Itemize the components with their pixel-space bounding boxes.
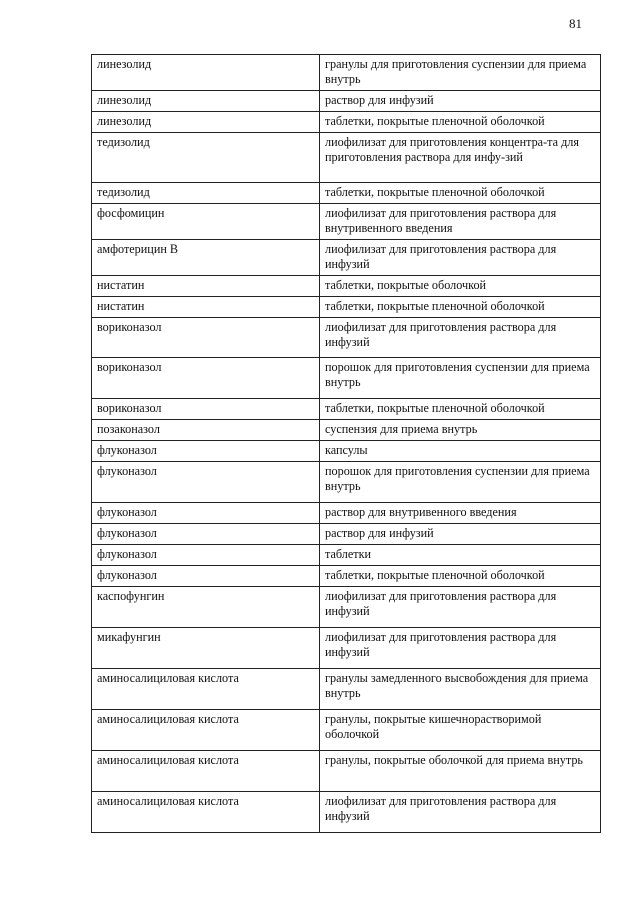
drug-name-cell: каспофунгин [92, 587, 320, 628]
drug-name-cell: флуконазол [92, 462, 320, 503]
drug-name-cell: флуконазол [92, 545, 320, 566]
dosage-form-cell: капсулы [320, 441, 601, 462]
drug-name-cell: нистатин [92, 297, 320, 318]
dosage-form-cell: лиофилизат для приготовления раствора для инфузий [320, 318, 601, 358]
drug-name-cell: линезолид [92, 55, 320, 91]
drug-name-cell: вориконазол [92, 399, 320, 420]
table-row [92, 566, 601, 587]
dosage-form-cell: раствор для инфузий [320, 91, 601, 112]
dosage-form-cell: гранулы, покрытые кишечнорастворимой оболочкой [320, 710, 601, 751]
dosage-form-cell: лиофилизат для приготовления раствора для инфузий [320, 587, 601, 628]
table-row [92, 318, 601, 358]
table-row [92, 112, 601, 133]
drug-name-cell: нистатин [92, 276, 320, 297]
dosage-form-cell: таблетки, покрытые оболочкой [320, 276, 601, 297]
drug-name-cell: линезолид [92, 91, 320, 112]
table-row [92, 441, 601, 462]
page-number: 81 [569, 16, 582, 31]
table-row [92, 183, 601, 204]
dosage-form-cell: таблетки [320, 545, 601, 566]
dosage-form-cell: таблетки, покрытые пленочной оболочкой [320, 112, 601, 133]
table-row [92, 91, 601, 112]
drug-name-cell: позаконазол [92, 420, 320, 441]
table-row [92, 399, 601, 420]
drug-name-cell: флуконазол [92, 503, 320, 524]
drug-name-cell: микафунгин [92, 628, 320, 669]
drug-name-cell: тедизолид [92, 183, 320, 204]
table-row [92, 503, 601, 524]
table-row [92, 133, 601, 183]
drug-name-cell: амфотерицин В [92, 240, 320, 276]
dosage-form-cell: порошок для приготовления суспензии для приема внутрь [320, 462, 601, 503]
dosage-form-cell: таблетки, покрытые пленочной оболочкой [320, 297, 601, 318]
dosage-form-cell: раствор для внутривенного введения [320, 503, 601, 524]
table-row [92, 55, 601, 91]
table-row [92, 628, 601, 669]
dosage-form-cell: лиофилизат для приготовления раствора для инфузий [320, 792, 601, 833]
table-row [92, 240, 601, 276]
drug-name-cell: аминосалициловая кислота [92, 751, 320, 792]
dosage-form-cell: лиофилизат для приготовления концентра-та для приготовления раствора для инфу-зий [320, 133, 601, 183]
dosage-form-cell: таблетки, покрытые пленочной оболочкой [320, 566, 601, 587]
dosage-form-cell: лиофилизат для приготовления раствора для инфузий [320, 628, 601, 669]
table-row [92, 462, 601, 503]
table-row [92, 545, 601, 566]
table-row [92, 792, 601, 833]
dosage-form-cell: гранулы замедленного высвобождения для приема внутрь [320, 669, 601, 710]
dosage-form-cell: таблетки, покрытые пленочной оболочкой [320, 183, 601, 204]
table-row [92, 276, 601, 297]
table-row [92, 297, 601, 318]
table-row [92, 751, 601, 792]
dosage-form-cell: гранулы для приготовления суспензии для приема внутрь [320, 55, 601, 91]
table-row [92, 669, 601, 710]
dosage-form-cell: суспензия для приема внутрь [320, 420, 601, 441]
drug-name-cell: аминосалициловая кислота [92, 710, 320, 751]
dosage-form-cell: гранулы, покрытые оболочкой для приема внутрь [320, 751, 601, 792]
table-row [92, 358, 601, 399]
dosage-form-cell: лиофилизат для приготовления раствора для внутривенного введения [320, 204, 601, 240]
drug-name-cell: флуконазол [92, 441, 320, 462]
drug-name-cell: фосфомицин [92, 204, 320, 240]
dosage-form-cell: лиофилизат для приготовления раствора для инфузий [320, 240, 601, 276]
table-row [92, 710, 601, 751]
drug-name-cell: вориконазол [92, 318, 320, 358]
dosage-form-cell: таблетки, покрытые пленочной оболочкой [320, 399, 601, 420]
drug-name-cell: аминосалициловая кислота [92, 669, 320, 710]
drug-name-cell: флуконазол [92, 524, 320, 545]
drug-table [91, 54, 601, 833]
drug-name-cell: флуконазол [92, 566, 320, 587]
dosage-form-cell: порошок для приготовления суспензии для приема внутрь [320, 358, 601, 399]
drug-name-cell: аминосалициловая кислота [92, 792, 320, 833]
drug-name-cell: вориконазол [92, 358, 320, 399]
table-row [92, 587, 601, 628]
drug-table-body [92, 55, 601, 833]
table-row [92, 524, 601, 545]
table-row [92, 420, 601, 441]
drug-name-cell: тедизолид [92, 133, 320, 183]
table-row [92, 204, 601, 240]
drug-name-cell: линезолид [92, 112, 320, 133]
dosage-form-cell: раствор для инфузий [320, 524, 601, 545]
